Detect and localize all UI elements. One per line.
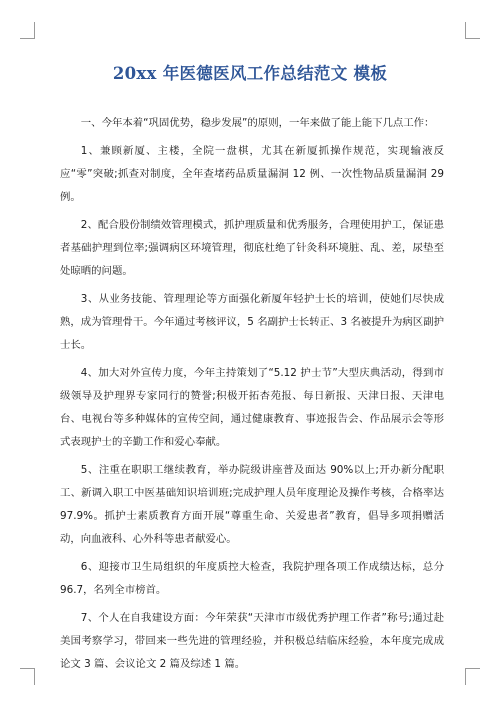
crop-mark-top-right: [465, 22, 480, 39]
crop-mark-bottom-right: [465, 668, 480, 685]
paragraph-item-7: 7、个人在自我建设方面：今年荣获“天津市市级优秀护理工作者”称号;通过赴美国考察学习，带回来一些先进的管理经验，并积极总结临床经验，本年度完成成论文 3 篇、会议论文 2 篇及综述 1 篇。: [60, 612, 444, 670]
paragraph-intro: 一、今年本着“巩固优势，稳步发展”的原则，一年来做了能上能下几点工作：: [80, 117, 435, 129]
paragraph-item-5: 5、注重在职职工继续教育，举办院级讲座普及面达 90%以上;开办新分配职工、新调入职工中医基础知识培训班;完成护理人员年度理论及操作考核，合格率达 97.9%。抓护士素质教育方面开展“尊重生命、关爱患者”教育，倡导多项捐赠活动，向血液科、心外科等患者献爱心。: [60, 464, 444, 545]
document-body: [60, 112, 444, 681]
paragraph-item-6: 6、迎接市卫生局组织的年度质控大检查，我院护理各项工作成绩达标，总分 96.7，名列全市榜首。: [60, 561, 444, 596]
document-title: 20xx 年医德医风工作总结范文 模板: [112, 64, 388, 83]
crop-mark-top-left: [20, 22, 35, 39]
paragraph-item-3: 3、从业务技能、管理理论等方面强化新厦年轻护士长的培训，使她们尽快成熟，成为管理骨干。今年通过考核评议，5 名副护士长转正、3 名被提升为病区副护士长。: [60, 293, 444, 351]
paragraph-item-4: 4、加大对外宣传力度，今年主持策划了“5.12 护士节”大型庆典活动，得到市级领导及护理界专家同行的赞誉;积极开拓杏苑报、每日新报、天津日报、天津电台、电视台等多种媒体的宣传空间，通过健康教育、事迹报告会、作品展示会等形式表现护士的辛勤工作和爱心奉献。: [60, 367, 444, 448]
paragraph-item-1: 1、兼顾新厦、主楼，全院一盘棋，尤其在新厦抓操作规范，实现输液反应“零”突破;抓查对制度，全年查堵药品质量漏洞 12 例、一次性物品质量漏洞 29 例。: [60, 145, 444, 203]
paragraph-item-2: 2、配合股份制绩效管理模式，抓护理质量和优秀服务，合理使用护工，保证患者基础护理到位率;强调病区环境管理，彻底杜绝了针灸科环境脏、乱、差，尿垫至处晾晒的问题。: [60, 219, 444, 277]
crop-mark-bottom-left: [20, 668, 35, 685]
